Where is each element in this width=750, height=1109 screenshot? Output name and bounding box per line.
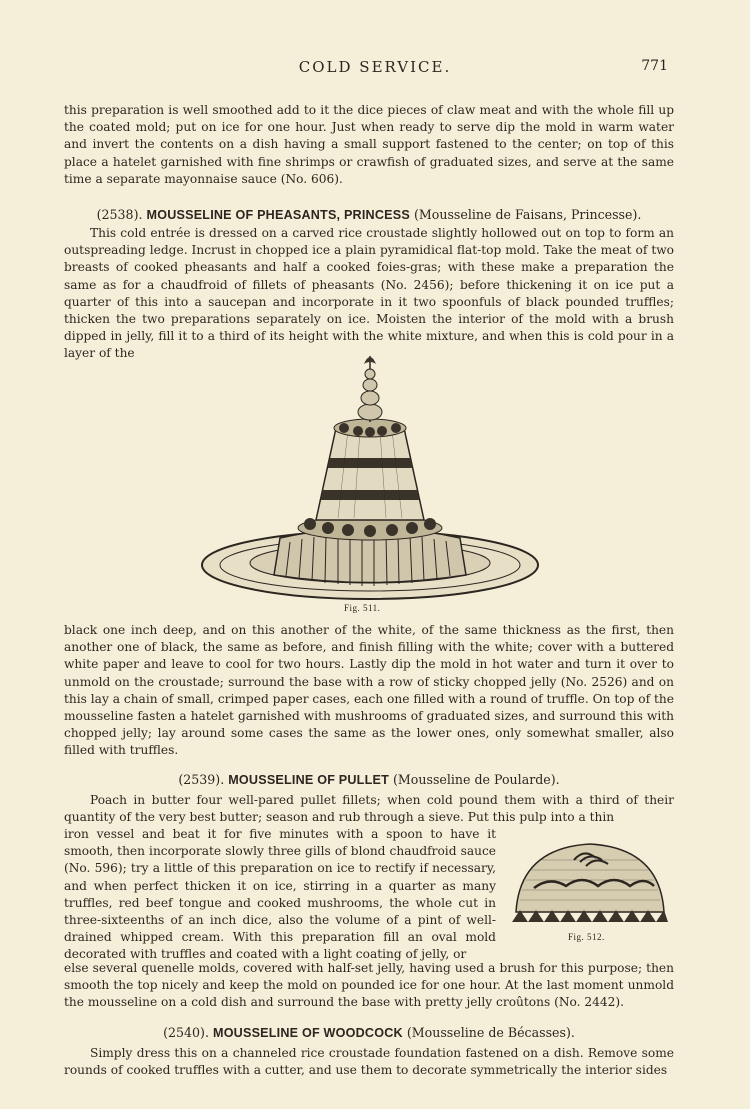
recipe-2540-title: MOUSSELINE OF WOODCOCK (213, 1026, 403, 1040)
recipe-2538-text-after-figure: black one inch deep, and on this another of the white, of the same thickness as the first, then another one of black, the same as before, and finish filling with the white; cover with a buttered white paper and leave to cool for two hours. Lastly dip the mold in hot water and turn it over to unmold on the croustade; surround the base with a row of sticky chopped jelly (No. 2526) and on this lay a chain of small, crimped paper cases, each one filled with a round of truffle. On top of the mousseline fasten a hatelet garnished with mushrooms of graduated sizes, and surround this with chopped jelly; lay around some cases the same as the lower ones, only somewhat smaller, also filled with truffles. (64, 623, 674, 758)
figure-512 (510, 840, 670, 945)
figure-512-caption: Fig. 512. (568, 932, 605, 942)
recipe-2539-body-top (64, 792, 674, 826)
recipe-2540-heading (64, 1024, 674, 1042)
recipe-2538-french-title: (Mousseline de Faisans, Princesse). (413, 207, 642, 222)
recipe-2540-french-title: (Mousseline de Bécasses). (406, 1025, 575, 1040)
recipe-2538-body-top (64, 225, 674, 363)
recipe-2540-text: Simply dress this on a channeled rice croustade foundation fastened on a dish. Remove some rounds of cooked truffles with a cutter, and use them to decorate symmetrically the interior sides (64, 1046, 674, 1078)
recipe-2538-body-bottom (64, 622, 674, 760)
intro-paragraph-block (64, 102, 674, 188)
recipe-2538-title: MOUSSELINE OF PHEASANTS, PRINCESS (146, 208, 410, 222)
figure-511 (198, 350, 543, 613)
recipe-2539-text-after: else several quenelle molds, covered with half-set jelly, having used a brush for this purpose; then smooth the top nicely and keep the mold on pounded ice for one hour. At the last moment unmold the mousseline on a cold dish and surround the base with pretty jelly croûtons (No. 2442). (64, 961, 674, 1010)
pullet-mousseline-illustration (510, 840, 670, 930)
recipe-2540-body (64, 1045, 674, 1079)
running-title: COLD SERVICE. (298, 58, 452, 76)
page-number: 771 (641, 58, 668, 74)
recipe-2539-heading (64, 771, 674, 789)
recipe-2538-number: (2538). (96, 207, 143, 222)
recipe-2540-number: (2540). (163, 1025, 209, 1040)
recipe-2539-french-title: (Mousseline de Poularde). (392, 772, 560, 787)
recipe-2539-text-full-lines: Poach in butter four well-pared pullet fillets; when cold pound them with a third of their quantity of the very best butter; season and rub through a sieve. Put this pulp into a thin (64, 793, 674, 825)
figure-511-caption: Fig. 511. (344, 603, 381, 613)
recipe-2539-text-narrow-lines: iron vessel and beat it for five minutes with a spoon to have it smooth, then incorporate slowly three gills of blond chaudfroid sauce (No. 596); try a little of this preparation on ice to rectify if necessary, and when perfect thicken it on ice, stirring in a quarter as many truffles, red beef tongue and cooked mushrooms, the whole cut in three-sixteenths of an inch dice, also the volume of a pint of well-drained whipped cream. With this preparation fill an oval mold decorated with truffles and coated with a light coating of jelly, or (64, 827, 496, 962)
recipe-2539-body-bottom (64, 960, 674, 1012)
recipe-2539-title: MOUSSELINE OF PULLET (228, 773, 389, 787)
recipe-2538-heading (64, 206, 674, 224)
intro-paragraph: this preparation is well smoothed add to it the dice pieces of claw meat and with the whole fill up the coated mold; put on ice for one hour. Just when ready to serve dip the mold in warm water and invert the contents on a dish having a small support fastened to the center; on top of this place a hatelet garnished with fine shrimps or crawfish of graduated sizes, and serve at the same time a separate mayonnaise sauce (No. 606). (64, 103, 674, 186)
pheasant-mousseline-illustration (198, 350, 543, 602)
recipe-2539-number: (2539). (178, 772, 225, 787)
recipe-2538-text-before-figure: This cold entrée is dressed on a carved rice croustade slightly hollowed out on top to form an outspreading ledge. Incrust in chopped ice a plain pyramidical flat-top mold. Take the meat of two breasts of cooked pheasants and half a cooked foies-gras; with these make a preparation the same as for a chaudfroid of fillets of pheasants (No. 2456); before thickening it on ice put a quarter of this into a saucepan and incorporate in it two spoonfuls of black pounded truffles; thicken the two preparations separately on ice. Moisten the interior of the mold with a brush dipped in jelly, fill it to a third of its height with the white mixture, and when this is cold pour in a layer of the (64, 226, 674, 361)
